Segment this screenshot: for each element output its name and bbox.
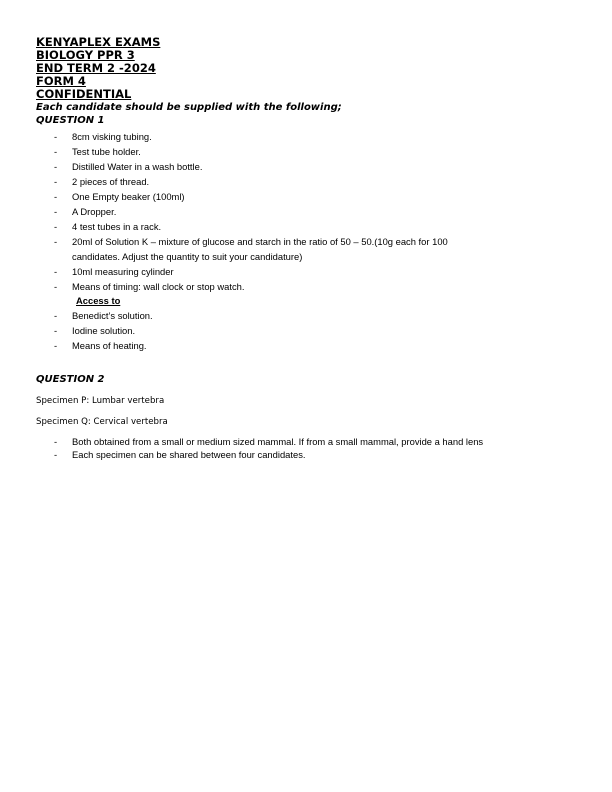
list-item bbox=[36, 234, 582, 264]
access-to-list bbox=[36, 308, 582, 353]
list-item bbox=[36, 219, 582, 234]
bullet-dash: - bbox=[54, 221, 58, 232]
list-item-text: Iodine solution. bbox=[72, 325, 136, 336]
specimen-p: Specimen P: Lumbar vertebra bbox=[36, 396, 165, 406]
bullet-dash: - bbox=[54, 449, 58, 460]
bullet-dash: - bbox=[54, 325, 58, 336]
list-item bbox=[36, 189, 582, 204]
list-item bbox=[36, 279, 582, 294]
access-to-heading: Access to bbox=[76, 295, 121, 306]
list-item-text: Test tube holder. bbox=[72, 146, 141, 157]
header-line-term: END TERM 2 -2024 bbox=[36, 61, 156, 75]
bullet-dash: - bbox=[54, 281, 58, 292]
header-line-subject: BIOLOGY PPR 3 bbox=[36, 48, 135, 62]
list-item-text: Means of timing: wall clock or stop watch. bbox=[72, 281, 245, 292]
question-2-notes-list bbox=[36, 435, 582, 461]
list-item bbox=[36, 338, 582, 353]
bullet-dash: - bbox=[54, 266, 58, 277]
specimen-q: Specimen Q: Cervical vertebra bbox=[36, 417, 168, 427]
bullet-dash: - bbox=[54, 161, 58, 172]
list-item-text: Both obtained from a small or medium sized mammal. If from a small mammal, provide a hand lens bbox=[72, 436, 484, 447]
list-item-text: 10ml measuring cylinder bbox=[72, 266, 174, 277]
list-item-text: 4 test tubes in a rack. bbox=[72, 221, 162, 232]
header-line-school: KENYAPLEX EXAMS bbox=[36, 35, 161, 49]
document-page bbox=[36, 36, 582, 461]
list-item bbox=[36, 308, 582, 323]
list-item-text: Benedict’s solution. bbox=[72, 310, 153, 321]
list-item bbox=[36, 204, 582, 219]
question-1-title: QUESTION 1 bbox=[36, 115, 105, 126]
bullet-dash: - bbox=[54, 176, 58, 187]
bullet-dash: - bbox=[54, 236, 58, 247]
list-item-text: 2 pieces of thread. bbox=[72, 176, 150, 187]
bullet-dash: - bbox=[54, 310, 58, 321]
list-item bbox=[36, 159, 582, 174]
list-item bbox=[36, 435, 582, 448]
list-item bbox=[36, 323, 582, 338]
bullet-dash: - bbox=[54, 146, 58, 157]
header-line-form: FORM 4 bbox=[36, 74, 86, 88]
supply-instruction: Each candidate should be supplied with the following; bbox=[36, 102, 342, 113]
bullet-dash: - bbox=[54, 436, 58, 447]
list-item-text: Distilled Water in a wash bottle. bbox=[72, 161, 203, 172]
list-item bbox=[36, 174, 582, 189]
bullet-dash: - bbox=[54, 191, 58, 202]
list-item-text: Each specimen can be shared between four candidates. bbox=[72, 449, 306, 460]
list-item-text: 8cm visking tubing. bbox=[72, 131, 152, 142]
list-item-text: A Dropper. bbox=[72, 206, 117, 217]
list-item bbox=[36, 144, 582, 159]
list-item-text: One Empty beaker (100ml) bbox=[72, 191, 185, 202]
header-line-confidential: CONFIDENTIAL bbox=[36, 87, 132, 101]
question-2-title: QUESTION 2 bbox=[36, 374, 105, 385]
question-1-materials-list bbox=[36, 129, 582, 294]
bullet-dash: - bbox=[54, 340, 58, 351]
list-item bbox=[36, 448, 582, 461]
list-item-text: Means of heating. bbox=[72, 340, 147, 351]
bullet-dash: - bbox=[54, 206, 58, 217]
list-item-continuation: candidates. Adjust the quantity to suit your candidature) bbox=[72, 251, 303, 262]
list-item bbox=[36, 129, 582, 144]
list-item-text: 20ml of Solution K – mixture of glucose and starch in the ratio of 50 – 50.(10g each for 100 bbox=[72, 236, 448, 247]
bullet-dash: - bbox=[54, 131, 58, 142]
list-item bbox=[36, 264, 582, 279]
